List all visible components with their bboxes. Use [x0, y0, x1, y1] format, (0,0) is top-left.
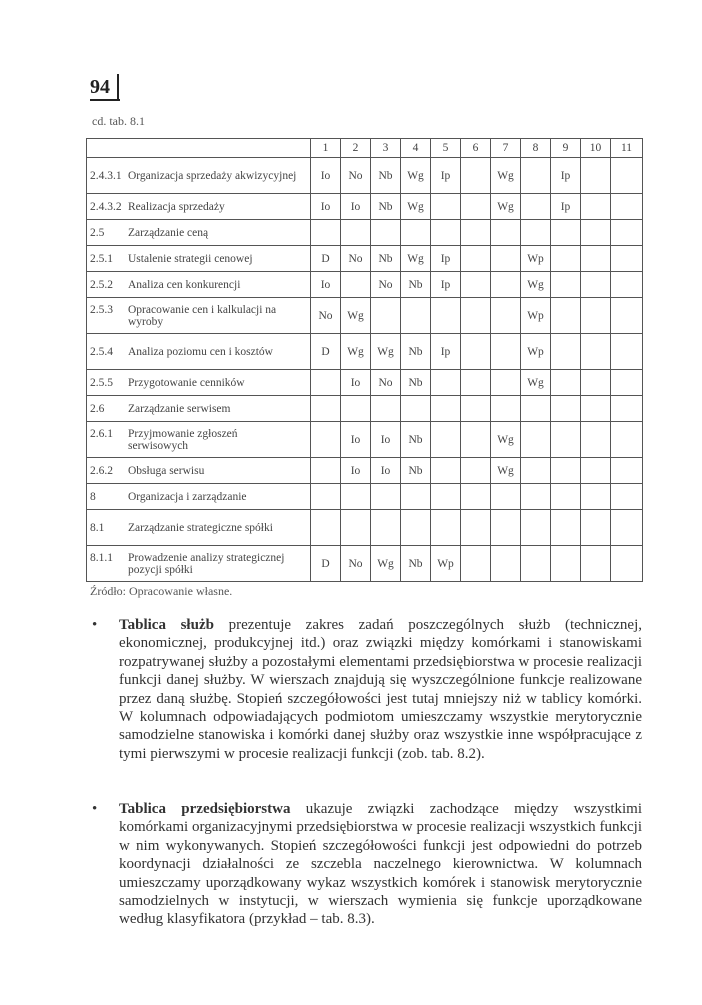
function-label-cell [87, 194, 311, 220]
column-header: 5 [431, 139, 461, 158]
responsibility-table [86, 138, 643, 582]
role-cell [431, 194, 461, 220]
role-cell: Ip [431, 158, 461, 194]
role-cell [341, 396, 371, 422]
function-name: Organizacja sprzedaży akwizycyjnej [128, 169, 297, 182]
function-number: 2.6.1 [90, 427, 113, 440]
role-cell [551, 246, 581, 272]
role-cell [431, 422, 461, 458]
role-cell [611, 458, 643, 484]
function-number: 2.5.3 [90, 303, 113, 316]
function-number: 2.5.4 [90, 345, 113, 358]
role-cell [341, 510, 371, 546]
table-row [87, 546, 643, 582]
term: Tablica przedsiębiorstwa [119, 801, 291, 817]
function-number: 8.1 [90, 521, 105, 534]
role-cell [551, 422, 581, 458]
role-cell: No [341, 158, 371, 194]
role-cell [461, 546, 491, 582]
role-cell [461, 396, 491, 422]
role-cell [611, 422, 643, 458]
function-name: Realizacja sprzedaży [128, 200, 225, 213]
role-cell [581, 546, 611, 582]
role-cell [581, 272, 611, 298]
role-cell [491, 546, 521, 582]
role-cell: Nb [401, 334, 431, 370]
function-name: Organizacja i zarządzanie [128, 490, 247, 503]
role-cell [521, 220, 551, 246]
role-cell [431, 396, 461, 422]
role-cell [611, 298, 643, 334]
role-cell [461, 298, 491, 334]
role-cell [581, 194, 611, 220]
role-cell: Io [311, 272, 341, 298]
function-number: 2.5 [90, 226, 105, 239]
role-cell [581, 334, 611, 370]
role-cell: Wg [491, 158, 521, 194]
role-cell: Wp [521, 246, 551, 272]
page-number: 94 [90, 76, 110, 98]
role-cell: Nb [401, 422, 431, 458]
role-cell [461, 370, 491, 396]
column-header: 6 [461, 139, 491, 158]
function-number: 2.6.2 [90, 464, 113, 477]
role-cell: Wp [521, 298, 551, 334]
role-cell [551, 220, 581, 246]
role-cell: Nb [401, 272, 431, 298]
table-row [87, 370, 643, 396]
function-name: Opracowanie cen i kalkulacji na wyroby [128, 303, 277, 328]
table-row [87, 298, 643, 334]
table-row [87, 510, 643, 546]
role-cell: No [341, 546, 371, 582]
function-name: Ustalenie strategii cenowej [128, 252, 253, 265]
role-cell [371, 220, 401, 246]
role-cell [401, 510, 431, 546]
column-header: 3 [371, 139, 401, 158]
role-cell [491, 370, 521, 396]
role-cell [551, 298, 581, 334]
role-cell [521, 158, 551, 194]
column-header: 9 [551, 139, 581, 158]
role-cell [611, 220, 643, 246]
function-name: Przygotowanie cenników [128, 376, 245, 389]
role-cell [581, 458, 611, 484]
table-source: Źródło: Opracowanie własne. [90, 584, 233, 598]
column-header: 4 [401, 139, 431, 158]
bullet: • [92, 617, 98, 633]
page-number-rule [117, 74, 119, 101]
role-cell: No [311, 298, 341, 334]
role-cell [371, 298, 401, 334]
table-row [87, 272, 643, 298]
table-row [87, 194, 643, 220]
table-row [87, 220, 643, 246]
role-cell: Ip [431, 246, 461, 272]
function-label-cell [87, 484, 311, 510]
role-cell [311, 220, 341, 246]
function-label-cell [87, 272, 311, 298]
role-cell: Wg [521, 272, 551, 298]
role-cell: Wg [401, 246, 431, 272]
role-cell: Nb [371, 194, 401, 220]
paragraph-tablica-sluzb [92, 616, 643, 763]
header-blank-cell [87, 139, 311, 158]
role-cell [491, 484, 521, 510]
role-cell [341, 272, 371, 298]
function-name: Obsługa serwisu [128, 464, 205, 477]
function-name: Zarządzanie serwisem [128, 402, 231, 415]
role-cell [461, 334, 491, 370]
function-label-cell [87, 298, 311, 334]
column-header: 7 [491, 139, 521, 158]
function-label-cell [87, 510, 311, 546]
role-cell [611, 194, 643, 220]
role-cell [581, 246, 611, 272]
role-cell: Ip [431, 272, 461, 298]
paragraph-tablica-przedsiebiorstwa [92, 800, 642, 929]
role-cell: D [311, 546, 341, 582]
role-cell [551, 396, 581, 422]
role-cell [491, 272, 521, 298]
role-cell: Io [311, 158, 341, 194]
role-cell [311, 370, 341, 396]
paragraph-text: prezentuje zakres zadań poszczególnych służb (technicznej, ekonomicznej, produkcyjnej itd.) oraz związki między komórkami i stanowiskami rozpatrywanej służby a pozostałymi elementami przedsiębiorstwa w procesie realizacji funkcji danej służby. W wierszach znajdują się wyszczególnione funkcje realizowane przez daną służbę. Stopień szczegółowości jest tutaj mniejszy niż w tablicy komórki. W kolumnach odpowiadających podmiotom umieszczamy wszystkie merytorycznie samodzielne stanowiska i komórki danej służby oraz wszystkie inne współpracujące z tymi pierwszymi w procesie realizacji funkcji (zob. tab. 8.2). [119, 617, 643, 762]
role-cell [521, 396, 551, 422]
role-cell [491, 334, 521, 370]
role-cell [581, 158, 611, 194]
role-cell: D [311, 246, 341, 272]
role-cell [581, 220, 611, 246]
role-cell [581, 422, 611, 458]
role-cell: Wg [521, 370, 551, 396]
role-cell [401, 396, 431, 422]
role-cell: Nb [401, 546, 431, 582]
table-row [87, 484, 643, 510]
role-cell [491, 246, 521, 272]
role-cell [551, 510, 581, 546]
function-name: Zarządzanie strategiczne spółki [128, 521, 273, 534]
role-cell: Io [371, 458, 401, 484]
column-header: 11 [611, 139, 643, 158]
function-label-cell [87, 246, 311, 272]
function-label-cell [87, 458, 311, 484]
function-name: Analiza poziomu cen i kosztów [128, 345, 273, 358]
role-cell [491, 396, 521, 422]
role-cell: Wg [341, 334, 371, 370]
role-cell: Io [341, 422, 371, 458]
function-name: Przyjmowanie zgłoszeń serwisowych [128, 427, 238, 452]
role-cell [491, 298, 521, 334]
role-cell [461, 458, 491, 484]
function-number: 2.4.3.2 [90, 200, 122, 213]
role-cell [551, 370, 581, 396]
role-cell [581, 370, 611, 396]
role-cell [551, 272, 581, 298]
role-cell [371, 484, 401, 510]
role-cell [371, 396, 401, 422]
role-cell [521, 194, 551, 220]
role-cell [311, 484, 341, 510]
role-cell [521, 422, 551, 458]
role-cell: Wg [341, 298, 371, 334]
role-cell [461, 272, 491, 298]
function-name: Analiza cen konkurencji [128, 278, 241, 291]
role-cell: Wg [491, 422, 521, 458]
role-cell [431, 510, 461, 546]
role-cell [551, 546, 581, 582]
role-cell [461, 510, 491, 546]
role-cell: Wg [401, 158, 431, 194]
role-cell: Wg [491, 194, 521, 220]
role-cell [611, 334, 643, 370]
role-cell [611, 484, 643, 510]
role-cell: Wg [491, 458, 521, 484]
role-cell [311, 422, 341, 458]
function-label-cell [87, 396, 311, 422]
role-cell: Wg [371, 546, 401, 582]
role-cell [521, 484, 551, 510]
role-cell: Wp [521, 334, 551, 370]
role-cell: Ip [431, 334, 461, 370]
function-number: 2.5.5 [90, 376, 113, 389]
role-cell [311, 458, 341, 484]
paragraph-text: ukazuje związki zachodzące między wszystkimi komórkami organizacyjnymi przedsiębiorstwa w procesie realizacji wszystkich funkcji w nim wykonywanych. Stopień szczegółowości funkcji jest odpowiedni do potrzeb koordynacji działalności ze szczebla naczelnego kierownictwa. W kolumnach umieszczamy uporządkowany wykaz wszystkich komórek i stanowisk merytorycznie samodzielnych w instytucji, w wierszach wymienia się funkcje uporządkowane według klasyfikatora (przykład – tab. 8.3). [119, 801, 642, 928]
column-header: 8 [521, 139, 551, 158]
role-cell [611, 272, 643, 298]
function-number: 8.1.1 [90, 551, 113, 564]
role-cell [491, 220, 521, 246]
role-cell [461, 158, 491, 194]
role-cell [461, 220, 491, 246]
role-cell [341, 484, 371, 510]
role-cell [521, 510, 551, 546]
role-cell: Io [341, 370, 371, 396]
column-header: 2 [341, 139, 371, 158]
role-cell [341, 220, 371, 246]
role-cell [551, 334, 581, 370]
table-row [87, 458, 643, 484]
role-cell [611, 246, 643, 272]
role-cell: Nb [401, 458, 431, 484]
role-cell [401, 484, 431, 510]
role-cell [431, 484, 461, 510]
function-label-cell [87, 546, 311, 582]
role-cell [611, 510, 643, 546]
role-cell [431, 298, 461, 334]
role-cell [521, 458, 551, 484]
role-cell: Nb [371, 246, 401, 272]
role-cell: Wg [371, 334, 401, 370]
role-cell [551, 484, 581, 510]
role-cell [371, 510, 401, 546]
role-cell [611, 158, 643, 194]
role-cell [431, 220, 461, 246]
role-cell: Nb [401, 370, 431, 396]
role-cell [311, 396, 341, 422]
role-cell: Wp [431, 546, 461, 582]
term: Tablica służb [119, 617, 214, 633]
role-cell: No [371, 272, 401, 298]
table-row [87, 422, 643, 458]
role-cell: Io [311, 194, 341, 220]
role-cell [581, 396, 611, 422]
column-header: 1 [311, 139, 341, 158]
role-cell: D [311, 334, 341, 370]
function-number: 2.4.3.1 [90, 169, 122, 182]
function-number: 8 [90, 490, 96, 503]
role-cell [401, 298, 431, 334]
function-name: Prowadzenie analizy strategicznej pozycji spółki [128, 551, 285, 576]
role-cell [611, 546, 643, 582]
column-header: 10 [581, 139, 611, 158]
role-cell [611, 370, 643, 396]
table-row [87, 158, 643, 194]
role-cell: No [371, 370, 401, 396]
role-cell [461, 194, 491, 220]
function-label-cell [87, 370, 311, 396]
role-cell [431, 370, 461, 396]
role-cell [401, 220, 431, 246]
role-cell: Ip [551, 194, 581, 220]
role-cell [581, 298, 611, 334]
table-row [87, 396, 643, 422]
role-cell [551, 458, 581, 484]
role-cell [521, 546, 551, 582]
role-cell: Io [371, 422, 401, 458]
role-cell [611, 396, 643, 422]
role-cell [581, 484, 611, 510]
role-cell: Io [341, 458, 371, 484]
role-cell [461, 484, 491, 510]
table-row [87, 246, 643, 272]
table-caption: cd. tab. 8.1 [92, 114, 145, 128]
role-cell [491, 510, 521, 546]
page-number-underline [90, 99, 120, 101]
function-label-cell [87, 334, 311, 370]
function-label-cell [87, 220, 311, 246]
role-cell [461, 246, 491, 272]
table-row [87, 334, 643, 370]
role-cell: Nb [371, 158, 401, 194]
role-cell [581, 510, 611, 546]
role-cell [431, 458, 461, 484]
table-header-row [87, 139, 643, 158]
function-number: 2.5.2 [90, 278, 113, 291]
role-cell [461, 422, 491, 458]
role-cell: No [341, 246, 371, 272]
role-cell [311, 510, 341, 546]
function-label-cell [87, 158, 311, 194]
role-cell: Ip [551, 158, 581, 194]
function-name: Zarządzanie ceną [128, 226, 209, 239]
role-cell: Wg [401, 194, 431, 220]
role-cell: Io [341, 194, 371, 220]
function-number: 2.6 [90, 402, 105, 415]
function-label-cell [87, 422, 311, 458]
bullet: • [92, 801, 98, 817]
function-number: 2.5.1 [90, 252, 113, 265]
